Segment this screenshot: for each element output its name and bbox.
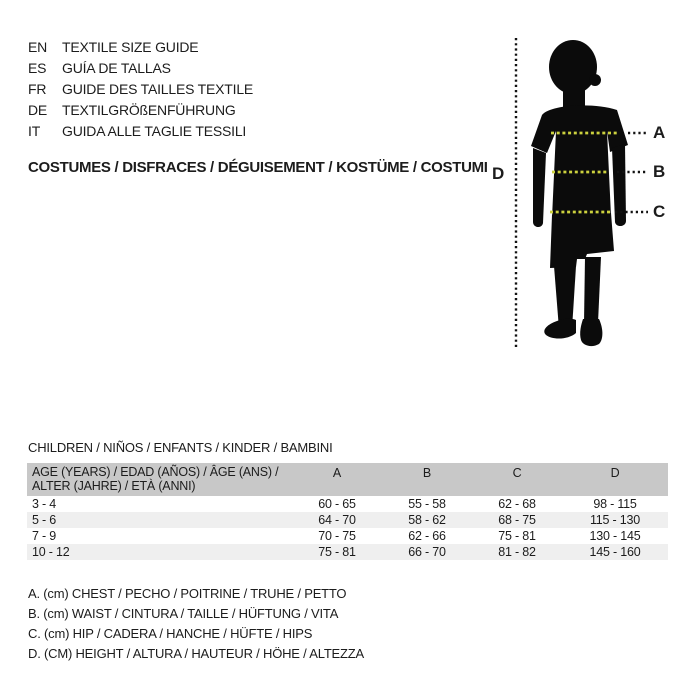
language-row <box>28 78 253 99</box>
language-code: DE <box>28 101 48 118</box>
language-label: TEXTILGRÖßENFÜHRUNG <box>62 101 236 118</box>
cell-waist: 66 - 70 <box>408 545 446 559</box>
legend-item-chest: A. (cm) CHEST / PECHO / POITRINE / TRUHE / PETTO <box>28 586 347 601</box>
age-header-line2: ALTER (JAHRE) / ETÀ (ANNI) <box>32 479 196 493</box>
cell-hip: 75 - 81 <box>498 529 536 543</box>
cell-hip: 81 - 82 <box>498 545 536 559</box>
language-label: TEXTILE SIZE GUIDE <box>62 38 199 55</box>
cell-waist: 58 - 62 <box>408 513 446 527</box>
table-row <box>27 544 668 560</box>
language-label: GUIDA ALLE TAGLIE TESSILI <box>62 122 247 139</box>
col-header-a: A <box>332 466 342 480</box>
table-row <box>27 496 668 512</box>
marker-waist-b: B <box>653 162 666 181</box>
cell-waist: 55 - 58 <box>408 497 446 511</box>
child-silhouette-figure <box>480 25 700 360</box>
cell-age: 7 - 9 <box>32 529 57 543</box>
cell-chest: 60 - 65 <box>318 497 356 511</box>
language-code: ES <box>28 59 47 76</box>
legend-item-waist: B. (cm) WAIST / CINTURA / TAILLE / HÜFTUNG / VITA <box>28 606 339 621</box>
col-header-d: D <box>610 466 620 480</box>
language-code: FR <box>28 80 47 97</box>
language-row <box>28 57 253 78</box>
language-code: EN <box>28 38 48 55</box>
table-row <box>27 528 668 544</box>
child-silhouette <box>531 40 628 346</box>
language-row <box>28 120 253 141</box>
cell-age: 3 - 4 <box>32 497 57 511</box>
marker-hip-c: C <box>653 202 666 221</box>
category-title: COSTUMES / DISFRACES / DÉGUISEMENT / KOSTÜME / COSTUMI <box>28 159 488 176</box>
cell-waist: 62 - 66 <box>408 529 446 543</box>
cell-hip: 62 - 68 <box>498 497 536 511</box>
age-header-line1: AGE (YEARS) / EDAD (AÑOS) / ÂGE (ANS) / <box>32 465 279 479</box>
marker-height-d: D <box>492 164 505 183</box>
col-header-c: C <box>512 466 522 480</box>
cell-age: 10 - 12 <box>32 545 70 559</box>
cell-height: 145 - 160 <box>589 545 641 559</box>
table-header-row <box>27 463 668 496</box>
section-title: CHILDREN / NIÑOS / ENFANTS / KINDER / BAMBINI <box>28 440 333 455</box>
cell-height: 130 - 145 <box>589 529 641 543</box>
legend-item-hip: C. (cm) HIP / CADERA / HANCHE / HÜFTE / HIPS <box>28 626 313 641</box>
cell-chest: 64 - 70 <box>318 513 356 527</box>
cell-chest: 70 - 75 <box>318 529 356 543</box>
language-list <box>28 36 253 141</box>
measurement-legend <box>28 584 364 664</box>
language-row <box>28 99 253 120</box>
cell-age: 5 - 6 <box>32 513 57 527</box>
language-row <box>28 36 253 57</box>
cell-chest: 75 - 81 <box>318 545 356 559</box>
size-diagram <box>480 25 700 360</box>
cell-hip: 68 - 75 <box>498 513 536 527</box>
language-label: GUÍA DE TALLAS <box>62 59 171 76</box>
language-code: IT <box>28 122 41 139</box>
cell-height: 98 - 115 <box>593 497 637 511</box>
legend-item-height: D. (CM) HEIGHT / ALTURA / HAUTEUR / HÖHE / ALTEZZA <box>28 646 364 661</box>
marker-chest-a: A <box>653 123 666 142</box>
col-header-b: B <box>422 466 432 480</box>
table-row <box>27 512 668 528</box>
age-column-header <box>27 465 292 493</box>
cell-height: 115 - 130 <box>589 513 641 527</box>
language-label: GUIDE DES TAILLES TEXTILE <box>62 80 254 97</box>
size-table <box>27 463 668 560</box>
